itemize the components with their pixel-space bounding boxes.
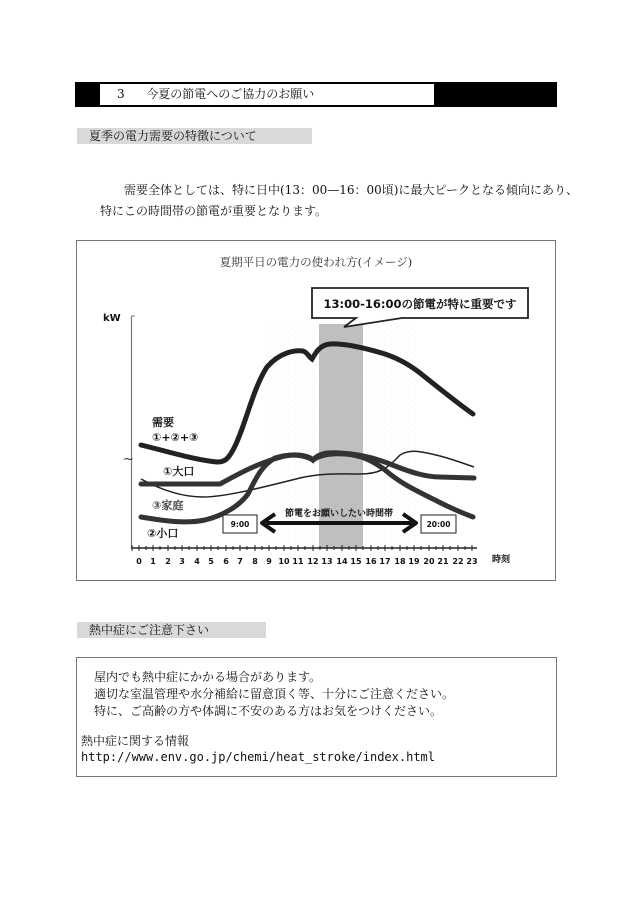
svg-text:13: 13 xyxy=(321,557,333,566)
svg-text:4: 4 xyxy=(194,557,200,566)
svg-text:16: 16 xyxy=(365,557,377,566)
x-axis-label: 時刻 xyxy=(492,555,511,565)
subsection-heading-summer-demand: 夏季の電力需要の特徴について xyxy=(77,128,312,144)
svg-text:14: 14 xyxy=(336,557,348,566)
svg-text:9: 9 xyxy=(266,557,272,566)
svg-text:17: 17 xyxy=(379,557,391,566)
series-label-demand-formula: ①+②+③ xyxy=(152,431,199,444)
end-time-label: 20:00 xyxy=(426,520,451,529)
info-line-3: 特に、ご高齢の方や体調に不安のある方はお気をつけください。 xyxy=(94,704,443,718)
svg-text:10: 10 xyxy=(278,557,290,566)
svg-text:20: 20 xyxy=(423,557,435,566)
svg-text:19: 19 xyxy=(408,557,420,566)
svg-text:11: 11 xyxy=(292,557,304,566)
svg-text:5: 5 xyxy=(208,557,214,566)
start-time-label: 9:00 xyxy=(230,520,250,529)
svg-text:23: 23 xyxy=(466,557,478,566)
axis-break-icon: ~ xyxy=(123,452,134,467)
section-number: 3 xyxy=(117,87,125,101)
svg-text:21: 21 xyxy=(437,557,449,566)
range-arrow-label: 節電をお願いしたい時間帯 xyxy=(284,509,394,519)
info-line-1: 屋内でも熱中症にかかる場合があります。 xyxy=(94,670,322,684)
subsection-heading-heatstroke: 熱中症にご注意下さい xyxy=(77,622,266,638)
svg-text:0: 0 xyxy=(136,557,142,566)
svg-text:18: 18 xyxy=(394,557,406,566)
svg-text:6: 6 xyxy=(223,557,229,566)
info-url-link[interactable]: http://www.env.go.jp/chemi/heat_stroke/index.html xyxy=(81,750,436,764)
paragraph-line-1: 需要全体としては、特に日中(13：00—16：00頃)に最大ピークとなる傾向にあり、 xyxy=(124,183,578,197)
x-tick-labels xyxy=(136,557,477,566)
info-heading: 熱中症に関する情報 xyxy=(81,734,190,748)
series-label-small: ②小口 xyxy=(147,527,179,540)
y-axis-label: kW xyxy=(103,313,121,324)
callout-text: 13:00-16:00の節電が特に重要です xyxy=(323,297,517,311)
svg-text:12: 12 xyxy=(307,557,319,566)
series-label-demand: 需要 xyxy=(152,416,174,429)
series-label-large: ①大口 xyxy=(163,465,195,478)
svg-text:22: 22 xyxy=(452,557,464,566)
section-title: 今夏の節電へのご協力のお願い xyxy=(146,87,315,101)
svg-text:1: 1 xyxy=(150,557,156,566)
svg-text:8: 8 xyxy=(252,557,258,566)
heatstroke-info-box xyxy=(76,657,557,777)
paragraph-line-2: 特にこの時間帯の節電が重要となります。 xyxy=(100,204,328,218)
svg-text:7: 7 xyxy=(237,557,243,566)
series-label-household: ③家庭 xyxy=(152,499,184,512)
chart-title: 夏期平日の電力の使われ方(イメージ) xyxy=(219,255,413,269)
svg-text:3: 3 xyxy=(179,557,185,566)
svg-text:2: 2 xyxy=(165,557,171,566)
info-line-2: 適切な室温管理や水分補給に留意頂く等、十分にご注意ください。 xyxy=(94,687,455,701)
svg-text:15: 15 xyxy=(350,557,362,566)
